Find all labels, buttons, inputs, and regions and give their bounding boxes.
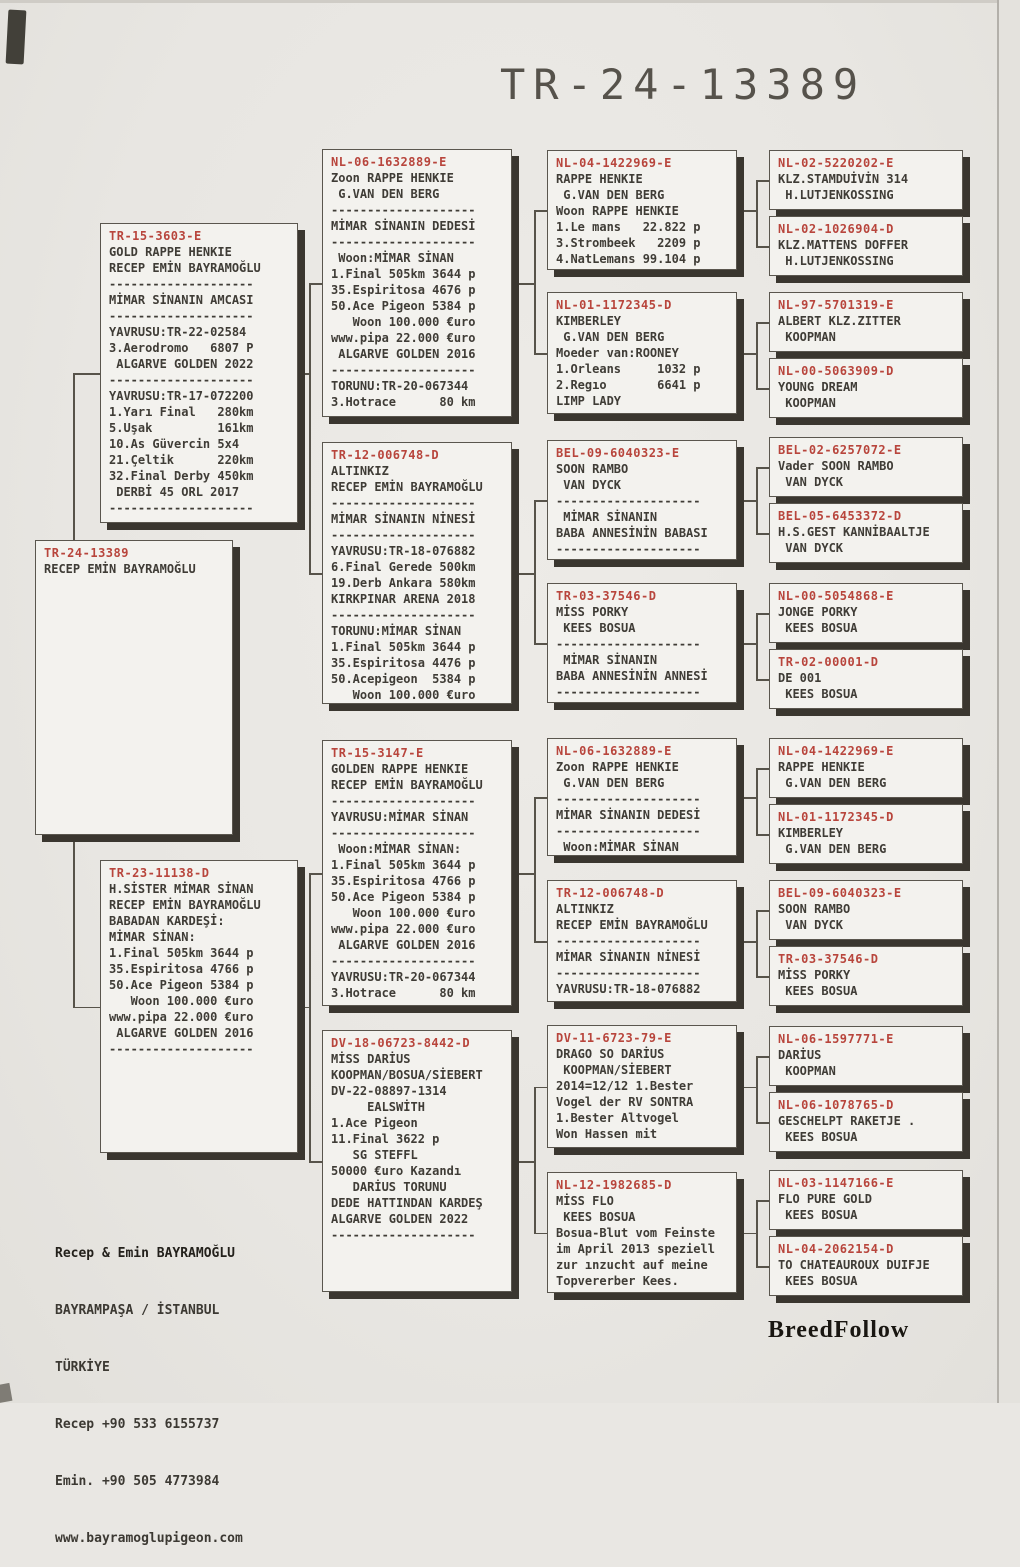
pedigree-text-line: Zoon RAPPE HENKIE	[331, 171, 454, 185]
pedigree-text-line: KOOPMAN/SİEBERT	[556, 1063, 672, 1077]
ring-number: TR-15-3147-E	[331, 746, 424, 760]
connector-line	[512, 1161, 534, 1163]
pedigree-text-line: ALGARVE GOLDEN 2016	[331, 938, 476, 952]
pedigree-text-line: RECEP EMİN BAYRAMOĞLU	[109, 261, 261, 275]
pedigree-text-line: --------------------	[109, 309, 254, 323]
pedigree-text-line: Moeder van:ROONEY	[556, 346, 679, 360]
connector-line	[73, 373, 100, 375]
ring-number: NL-06-1632889-E	[556, 744, 672, 758]
ring-number: NL-00-5054868-E	[778, 589, 894, 603]
ring-number: NL-01-1172345-D	[778, 810, 894, 824]
pedigree-text-line: VAN DYCK	[778, 541, 844, 555]
connector-line	[756, 768, 769, 770]
pedigree-text-line: DV-22-08897-1314	[331, 1084, 447, 1098]
pedigree-text-line: JONGE PORKY	[778, 605, 858, 619]
pedigree-text-line: ALTINKIZ	[556, 902, 614, 916]
pedigree-box	[769, 503, 963, 563]
contact-line: TÜRKİYE	[55, 1360, 110, 1375]
pedigree-text-line: --------------------	[556, 494, 701, 508]
pedigree-text-line: H.LUTJENKOSSING	[778, 254, 894, 268]
pedigree-text-line: YAVRUSU:TR-18-076882	[556, 982, 701, 996]
pedigree-text-line: MİMAR SİNANIN	[556, 510, 658, 524]
pedigree-text-line: KLZ.MATTENS DOFFER	[778, 238, 909, 252]
connector-line	[756, 246, 769, 248]
pedigree-text-line: BABA ANNESİNİN BABASI	[556, 526, 708, 540]
breedfollow-logo: BreedFollow	[768, 1317, 910, 1343]
pedigree-text-line: Bosua-Blut vom Feinste	[556, 1226, 715, 1240]
pedigree-text-line: 10.As Güvercin 5x4	[109, 437, 240, 451]
pedigree-text-line: Zoon RAPPE HENKIE	[556, 760, 679, 774]
pedigree-text-line: MİMAR SİNANIN NİNESİ	[331, 512, 476, 526]
pedigree-text-line: SOON RAMBO	[556, 462, 629, 476]
pedigree-text-line: KIMBERLEY	[778, 826, 844, 840]
connector-line	[534, 797, 547, 799]
connector-line	[756, 1200, 758, 1266]
ring-number: BEL-09-6040323-E	[778, 886, 902, 900]
pedigree-text-line: RECEP EMİN BAYRAMOĞLU	[556, 918, 708, 932]
ring-number: NL-03-1147166-E	[778, 1176, 894, 1190]
connector-line	[756, 533, 769, 535]
connector-line	[756, 1056, 769, 1058]
pedigree-text-line: KEES BOSUA	[778, 1208, 858, 1222]
pedigree-text-line: YAVRUSU:TR-17-072200	[109, 389, 254, 403]
pedigree-text-line: --------------------	[331, 826, 476, 840]
pedigree-text-line: KEES BOSUA	[556, 621, 636, 635]
connector-line	[756, 180, 758, 246]
pedigree-text-line: 3.Aerodromo 6807 P	[109, 341, 254, 355]
ring-number: NL-04-1422969-E	[778, 744, 894, 758]
pedigree-box	[769, 738, 963, 798]
pedigree-text-line: --------------------	[331, 528, 476, 542]
pedigree-box	[547, 292, 737, 414]
connector-line	[534, 353, 547, 355]
connector-line	[756, 322, 758, 388]
pedigree-text-line: YAVRUSU:TR-22-02584	[109, 325, 247, 339]
connector-line	[512, 283, 534, 285]
pedigree-text-line: www.pipa 22.000 €uro	[331, 922, 476, 936]
ring-number: NL-04-2062154-D	[778, 1242, 894, 1256]
pedigree-box	[322, 442, 512, 704]
pedigree-text-line: 1.Final 505km 3644 p	[331, 267, 476, 281]
pedigree-text-line: --------------------	[331, 235, 476, 249]
pedigree-box	[547, 738, 737, 856]
ring-number: TR-02-00001-D	[778, 655, 879, 669]
pedigree-text-line: --------------------	[109, 501, 254, 515]
pedigree-text-line: KEES BOSUA	[778, 1130, 858, 1144]
pedigree-text-line: KIRKPINAR ARENA 2018	[331, 592, 476, 606]
pedigree-box	[769, 1092, 963, 1152]
pedigree-text-line: G.VAN DEN BERG	[778, 842, 887, 856]
ring-number: NL-00-5063909-D	[778, 364, 894, 378]
pedigree-box	[769, 358, 963, 418]
pedigree-text-line: ALGARVE GOLDEN 2016	[109, 1026, 254, 1040]
pedigree-text-line: KOOPMAN/BOSUA/SİEBERT	[331, 1068, 483, 1082]
pedigree-box	[547, 440, 737, 560]
pedigree-text-line: SG STEFFL	[331, 1148, 418, 1162]
pedigree-text-line: VAN DYCK	[556, 478, 622, 492]
ring-number: NL-02-5220202-E	[778, 156, 894, 170]
pedigree-text-line: DE 001	[778, 671, 822, 685]
pedigree-text-line: 50.Ace Pigeon 5384 p	[109, 978, 254, 992]
connector-line	[534, 941, 547, 943]
pedigree-box	[547, 1025, 737, 1148]
contact-name: Recep & Emin BAYRAMOĞLU	[55, 1246, 236, 1261]
pedigree-box	[322, 740, 512, 1006]
pedigree-text-line: 1.Final 505km 3644 p	[331, 858, 476, 872]
pedigree-box	[547, 150, 737, 270]
pedigree-text-line: DRAGO SO DARİUS	[556, 1047, 665, 1061]
pedigree-text-line: ALTINKIZ	[331, 464, 389, 478]
scan-edge-artifact	[999, 0, 1020, 1403]
connector-line	[756, 322, 769, 324]
pedigree-text-line: SOON RAMBO	[778, 902, 851, 916]
pedigree-text-line: YAVRUSU:TR-20-067344	[331, 970, 476, 984]
connector-line	[512, 573, 534, 575]
pedigree-text-line: MİSS FLO	[556, 1194, 614, 1208]
pedigree-text-line: --------------------	[556, 792, 701, 806]
connector-line	[756, 910, 769, 912]
pedigree-text-line: LIMP LADY	[556, 394, 622, 408]
connector-line	[737, 353, 756, 355]
ring-number: BEL-05-6453372-D	[778, 509, 902, 523]
ring-number: TR-03-37546-D	[556, 589, 657, 603]
pedigree-text-line: 1.Le mans 22.822 p	[556, 220, 701, 234]
connector-line	[512, 873, 534, 875]
pedigree-text-line: Won Hassen mit	[556, 1127, 658, 1141]
pedigree-text-line: H.LUTJENKOSSING	[778, 188, 894, 202]
pedigree-text-line: --------------------	[109, 373, 254, 387]
pedigree-text-line: ALGARVE GOLDEN 2022	[331, 1212, 469, 1226]
pedigree-text-line: KOOPMAN	[778, 396, 836, 410]
connector-line	[737, 941, 756, 943]
pedigree-text-line: 1.Yarı Final 280km	[109, 405, 254, 419]
pedigree-text-line: G.VAN DEN BERG	[556, 776, 665, 790]
pedigree-text-line: KEES BOSUA	[778, 1274, 858, 1288]
pedigree-text-line: RAPPE HENKIE	[556, 172, 643, 186]
pedigree-text-line: Vader SOON RAMBO	[778, 459, 894, 473]
pedigree-text-line: DARİUS TORUNU	[331, 1180, 447, 1194]
pedigree-text-line: TORUNU:MİMAR SİNAN	[331, 624, 462, 638]
connector-line	[298, 1007, 309, 1009]
pedigree-text-line: --------------------	[331, 1228, 476, 1242]
pedigree-text-line: Woon 100.000 €uro	[331, 688, 476, 702]
connector-line	[73, 1007, 100, 1009]
pedigree-text-line: Woon:MİMAR SİNAN:	[331, 842, 462, 856]
connector-line	[756, 613, 758, 679]
pedigree-text-line: www.pipa 22.000 €uro	[331, 331, 476, 345]
pedigree-text-line: Woon RAPPE HENKIE	[556, 204, 679, 218]
connector-line	[756, 768, 758, 834]
pedigree-text-line: Woon:MİMAR SİNAN	[556, 840, 679, 854]
connector-line	[534, 500, 536, 643]
connector-line	[534, 1087, 547, 1089]
connector-line	[309, 283, 311, 573]
pedigree-text-line: www.pipa 22.000 €uro	[109, 1010, 254, 1024]
pedigree-box	[547, 583, 737, 703]
pedigree-box	[769, 216, 963, 276]
ring-number: NL-12-1982685-D	[556, 1178, 672, 1192]
pedigree-text-line: 5.Uşak 161km	[109, 421, 254, 435]
connector-line	[534, 500, 547, 502]
pedigree-box	[769, 804, 963, 864]
pedigree-text-line: H.SİSTER MİMAR SİNAN	[109, 882, 254, 896]
pedigree-text-line: VAN DYCK	[778, 918, 844, 932]
pedigree-text-line: RECEP EMİN BAYRAMOĞLU	[109, 898, 261, 912]
ring-number: TR-23-11138-D	[109, 866, 210, 880]
pedigree-text-line: KEES BOSUA	[778, 621, 858, 635]
connector-line	[756, 1056, 758, 1122]
pedigree-text-line: RECEP EMİN BAYRAMOĞLU	[44, 562, 196, 576]
connector-line	[756, 976, 769, 978]
pedigree-text-line: 1.Orleans 1032 p	[556, 362, 701, 376]
pedigree-text-line: 19.Derb Ankara 580km	[331, 576, 476, 590]
pedigree-box	[547, 880, 737, 1002]
pedigree-text-line: 50000 €uro Kazandı	[331, 1164, 462, 1178]
ring-number: TR-24-13389	[44, 546, 129, 560]
ring-number: NL-06-1597771-E	[778, 1032, 894, 1046]
scan-smudge-artifact	[6, 10, 27, 65]
pedigree-box	[769, 880, 963, 940]
ring-number: DV-11-6723-79-E	[556, 1031, 672, 1045]
connector-line	[756, 388, 769, 390]
pedigree-text-line: --------------------	[109, 277, 254, 291]
pedigree-box	[35, 540, 233, 835]
connector-line	[756, 834, 769, 836]
pedigree-text-line: 6.Final Gerede 500km	[331, 560, 476, 574]
pedigree-text-line: MİMAR SİNANIN	[556, 653, 658, 667]
contact-block	[55, 1206, 243, 1567]
pedigree-text-line: MİMAR SİNAN:	[109, 930, 196, 944]
pedigree-text-line: --------------------	[331, 794, 476, 808]
pedigree-box	[769, 1236, 963, 1296]
pedigree-text-line: KOOPMAN	[778, 1064, 836, 1078]
pedigree-text-line: GESCHELPT RAKETJE .	[778, 1114, 916, 1128]
ring-number: TR-15-3603-E	[109, 229, 202, 243]
connector-line	[534, 797, 536, 941]
connector-line	[534, 210, 536, 353]
pedigree-text-line: Vogel der RV SONTRA	[556, 1095, 694, 1109]
connector-line	[534, 1233, 547, 1235]
pedigree-text-line: H.S.GEST KANNİBAALTJE	[778, 525, 930, 539]
pedigree-text-line: DEDE HATTINDAN KARDEŞ	[331, 1196, 483, 1210]
pedigree-text-line: KIMBERLEY	[556, 314, 622, 328]
pedigree-text-line: --------------------	[109, 1042, 254, 1056]
pedigree-text-line: 35.Espiritosa 4676 p	[331, 283, 476, 297]
connector-line	[756, 1200, 769, 1202]
pedigree-text-line: 3.Hotrace 80 km	[331, 395, 476, 409]
ring-number: NL-01-1172345-D	[556, 298, 672, 312]
pedigree-text-line: 35.Espiritosa 4766 p	[109, 962, 254, 976]
scan-edge-artifact	[997, 0, 999, 1403]
pedigree-text-line: MİMAR SİNANIN NİNESİ	[556, 950, 701, 964]
connector-line	[534, 210, 547, 212]
pedigree-text-line: 1.Final 505km 3644 p	[109, 946, 254, 960]
connector-line	[309, 283, 322, 285]
pedigree-text-line: G.VAN DEN BERG	[556, 330, 665, 344]
connector-line	[309, 1161, 322, 1163]
pedigree-text-line: --------------------	[331, 608, 476, 622]
scan-edge-artifact	[0, 0, 1020, 3]
pedigree-text-line: BABA ANNESİNİN ANNESİ	[556, 669, 708, 683]
pedigree-text-line: 1.Bester Altvogel	[556, 1111, 679, 1125]
connector-line	[756, 613, 769, 615]
pedigree-text-line: G.VAN DEN BERG	[778, 776, 887, 790]
pedigree-text-line: VAN DYCK	[778, 475, 844, 489]
pedigree-text-line: 2014=12/12 1.Bester	[556, 1079, 694, 1093]
pedigree-text-line: DARİUS	[778, 1048, 822, 1062]
pedigree-text-line: ALBERT KLZ.ZITTER	[778, 314, 901, 328]
pedigree-text-line: GOLD RAPPE HENKIE	[109, 245, 232, 259]
pedigree-text-line: MİSS DARİUS	[331, 1052, 411, 1066]
pedigree-text-line: Woon:MİMAR SİNAN	[331, 251, 454, 265]
pedigree-text-line: 35.Espiritosa 4476 p	[331, 656, 476, 670]
connector-line	[756, 467, 769, 469]
pedigree-text-line: RAPPE HENKIE	[778, 760, 865, 774]
ring-number: NL-06-1078765-D	[778, 1098, 894, 1112]
contact-line: Recep +90 533 6155737	[55, 1417, 220, 1432]
pedigree-text-line: KEES BOSUA	[778, 984, 858, 998]
pedigree-text-line: 50.Acepigeon 5384 p	[331, 672, 476, 686]
pedigree-text-line: 35.Espiritosa 4766 p	[331, 874, 476, 888]
connector-line	[737, 643, 756, 645]
pedigree-text-line: Woon 100.000 €uro	[331, 906, 476, 920]
pedigree-text-line: RECEP EMİN BAYRAMOĞLU	[331, 778, 483, 792]
pedigree-text-line: FLO PURE GOLD	[778, 1192, 872, 1206]
pedigree-text-line: G.VAN DEN BERG	[331, 187, 440, 201]
connector-line	[756, 180, 769, 182]
pedigree-box	[322, 149, 512, 417]
connector-line	[534, 1087, 536, 1233]
pedigree-text-line: --------------------	[556, 542, 701, 556]
connector-line	[756, 1122, 769, 1124]
pedigree-text-line: Woon 100.000 €uro	[109, 994, 254, 1008]
pedigree-text-line: ALGARVE GOLDEN 2016	[331, 347, 476, 361]
pedigree-text-line: 3.Hotrace 80 km	[331, 986, 476, 1000]
pedigree-text-line: YAVRUSU:TR-18-076882	[331, 544, 476, 558]
pedigree-text-line: MİSS PORKY	[556, 605, 629, 619]
pedigree-box	[769, 150, 963, 210]
connector-line	[756, 679, 769, 681]
pedigree-text-line: TO CHATEAUROUX DUIFJE	[778, 1258, 930, 1272]
pedigree-box	[100, 860, 298, 1153]
pedigree-text-line: MİMAR SİNANIN DEDESİ	[331, 219, 476, 233]
ring-number: TR-03-37546-D	[778, 952, 879, 966]
pedigree-box	[769, 292, 963, 352]
pedigree-text-line: zur ınzucht auf meine	[556, 1258, 708, 1272]
pedigree-text-line: --------------------	[331, 203, 476, 217]
pedigree-text-line: 32.Final Derby 450km	[109, 469, 254, 483]
pedigree-text-line: 11.Final 3622 p	[331, 1132, 440, 1146]
pedigree-text-line: 3.Strombeek 2209 p	[556, 236, 701, 250]
pedigree-text-line: EALSWİTH	[331, 1100, 425, 1114]
connector-line	[737, 500, 756, 502]
pedigree-text-line: Topvererber Kees.	[556, 1274, 679, 1288]
connector-line	[534, 643, 547, 645]
pedigree-box	[322, 1030, 512, 1292]
ring-number: NL-02-1026904-D	[778, 222, 894, 236]
pedigree-text-line: TORUNU:TR-20-067344	[331, 379, 469, 393]
page-title: TR-24-13389	[500, 60, 867, 109]
pedigree-text-line: MİSS PORKY	[778, 968, 851, 982]
pedigree-text-line: --------------------	[556, 824, 701, 838]
ring-number: DV-18-06723-8442-D	[331, 1036, 471, 1050]
pedigree-box	[769, 1026, 963, 1086]
ring-number: BEL-02-6257072-E	[778, 443, 902, 457]
ring-number: NL-06-1632889-E	[331, 155, 447, 169]
pedigree-text-line: KEES BOSUA	[556, 1210, 636, 1224]
connector-line	[309, 873, 322, 875]
pedigree-text-line: Woon 100.000 €uro	[331, 315, 476, 329]
ring-number: TR-12-006748-D	[556, 886, 665, 900]
pedigree-text-line: --------------------	[556, 685, 701, 699]
pedigree-text-line: --------------------	[556, 934, 701, 948]
connector-line	[298, 373, 309, 375]
pedigree-text-line: GOLDEN RAPPE HENKIE	[331, 762, 469, 776]
connector-line	[737, 1087, 756, 1089]
pedigree-text-line: --------------------	[556, 637, 701, 651]
pedigree-text-line: KEES BOSUA	[778, 687, 858, 701]
connector-line	[737, 797, 756, 799]
pedigree-text-line: --------------------	[331, 363, 476, 377]
contact-line: www.bayramoglupigeon.com	[55, 1531, 243, 1546]
pedigree-text-line: 1.Ace Pigeon	[331, 1116, 418, 1130]
connector-line	[309, 573, 322, 575]
contact-line: BAYRAMPAŞA / İSTANBUL	[55, 1303, 220, 1318]
pedigree-box	[769, 437, 963, 497]
contact-line: Emin. +90 505 4773984	[55, 1474, 220, 1489]
pedigree-text-line: 50.Ace Pigeon 5384 p	[331, 299, 476, 313]
pedigree-text-line: RECEP EMİN BAYRAMOĞLU	[331, 480, 483, 494]
pedigree-text-line: ALGARVE GOLDEN 2022	[109, 357, 254, 371]
pedigree-box	[547, 1172, 737, 1293]
pedigree-box	[769, 583, 963, 643]
pedigree-text-line: BABADAN KARDEŞİ:	[109, 914, 225, 928]
ring-number: NL-04-1422969-E	[556, 156, 672, 170]
pedigree-text-line: 21.Çeltik 220km	[109, 453, 254, 467]
pedigree-text-line: DERBİ 45 ORL 2017	[109, 485, 240, 499]
pedigree-text-line: MİMAR SİNANIN AMCASI	[109, 293, 254, 307]
pedigree-text-line: --------------------	[331, 496, 476, 510]
connector-line	[737, 1233, 756, 1235]
pedigree-text-line: --------------------	[331, 954, 476, 968]
pedigree-text-line: G.VAN DEN BERG	[556, 188, 665, 202]
connector-line	[737, 210, 756, 212]
pedigree-text-line: im April 2013 speziell	[556, 1242, 715, 1256]
pedigree-text-line: MİMAR SİNANIN DEDESİ	[556, 808, 701, 822]
ring-number: TR-12-006748-D	[331, 448, 440, 462]
pedigree-text-line: KLZ.STAMDUİVİN 314	[778, 172, 909, 186]
pedigree-text-line: KOOPMAN	[778, 330, 836, 344]
pedigree-text-line: YAVRUSU:MİMAR SİNAN	[331, 810, 469, 824]
pedigree-text-line: YOUNG DREAM	[778, 380, 858, 394]
connector-line	[756, 910, 758, 976]
ring-number: NL-97-5701319-E	[778, 298, 894, 312]
pedigree-text-line: --------------------	[556, 966, 701, 980]
ring-number: BEL-09-6040323-E	[556, 446, 680, 460]
pedigree-text-line: 50.Ace Pigeon 5384 p	[331, 890, 476, 904]
pedigree-box	[769, 1170, 963, 1230]
pedigree-text-line: 1.Final 505km 3644 p	[331, 640, 476, 654]
connector-line	[309, 873, 311, 1161]
connector-line	[756, 467, 758, 533]
pedigree-box	[769, 946, 963, 1006]
pedigree-box	[100, 223, 298, 523]
connector-line	[756, 1266, 769, 1268]
pedigree-box	[769, 649, 963, 709]
pedigree-text-line: 4.NatLemans 99.104 p	[556, 252, 701, 266]
pedigree-text-line: 2.Regıo 6641 p	[556, 378, 701, 392]
